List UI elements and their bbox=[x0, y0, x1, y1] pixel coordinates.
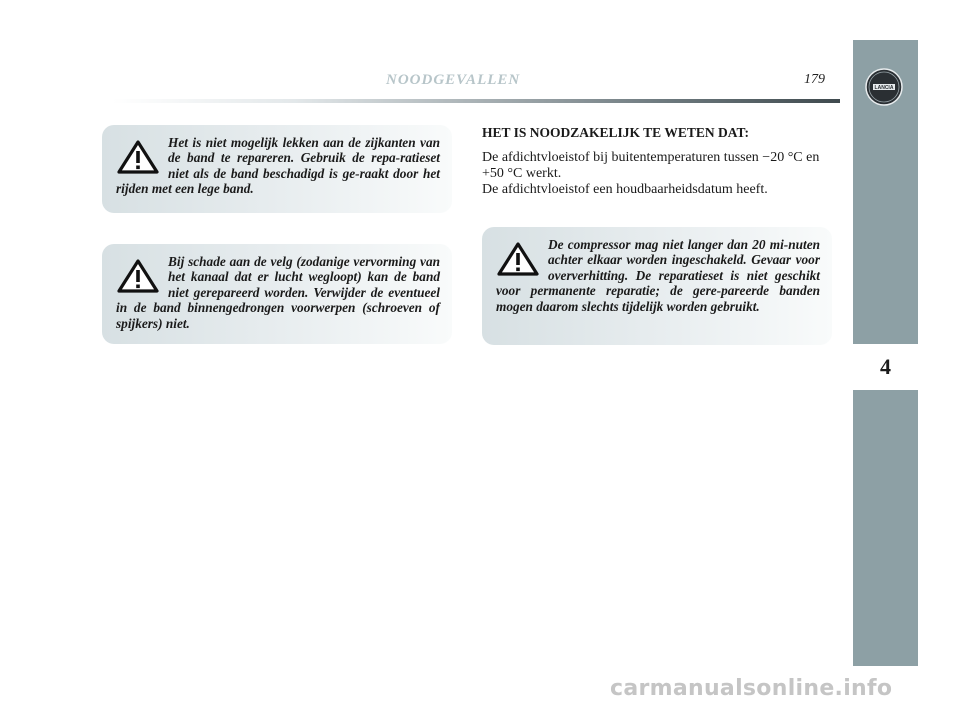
warning-triangle-icon bbox=[116, 139, 160, 175]
info-line: De afdichtvloeistof bij buitentemperaturen tussen −20 °C en +50 °C werkt. bbox=[482, 150, 820, 181]
warning-triangle-icon bbox=[116, 258, 160, 294]
logo-text: LANCIA bbox=[874, 85, 894, 91]
warning-triangle-icon bbox=[496, 241, 540, 277]
warning-text: Bij schade aan de velg (zodanige vervorming van het kanaal dat er lucht wegloopt) kan de band niet gerepareerd worden. Verwijder de eventueel in de band binnengedrongen voorwerpen (schroeven of spijkers) niet. bbox=[116, 254, 440, 331]
info-body bbox=[482, 150, 842, 198]
watermark: carmanualsonline.info bbox=[610, 676, 893, 701]
info-heading: HET IS NOODZAKELIJK TE WETEN DAT: bbox=[482, 125, 749, 140]
warning-box-rim bbox=[102, 244, 452, 344]
warning-box-sidewall bbox=[102, 125, 452, 213]
info-line: De afdichtvloeistof een houdbaarheidsdatum heeft. bbox=[482, 182, 768, 197]
page-number: 179 bbox=[804, 72, 825, 87]
header-rule bbox=[112, 99, 840, 103]
chapter-number[interactable]: 4 bbox=[853, 342, 918, 392]
warning-text: De compressor mag niet langer dan 20 mi-nuten achter elkaar worden ingeschakeld. Gevaar voor oververhitting. De reparatieset is niet geschikt voor permanente reparatie; de gere-pareerde banden mogen daarom slechts tijdelijk worden gebruikt. bbox=[496, 237, 820, 314]
warning-box-compressor bbox=[482, 227, 832, 345]
lancia-logo-icon bbox=[864, 67, 904, 107]
section-title: NOODGEVALLEN bbox=[386, 72, 521, 88]
warning-text: Het is niet mogelijk lekken aan de zijkanten van de band te repareren. Gebruik de repa-ratieset niet als de band beschadigd is ge-raakt door het rijden met een lege band. bbox=[116, 135, 440, 197]
